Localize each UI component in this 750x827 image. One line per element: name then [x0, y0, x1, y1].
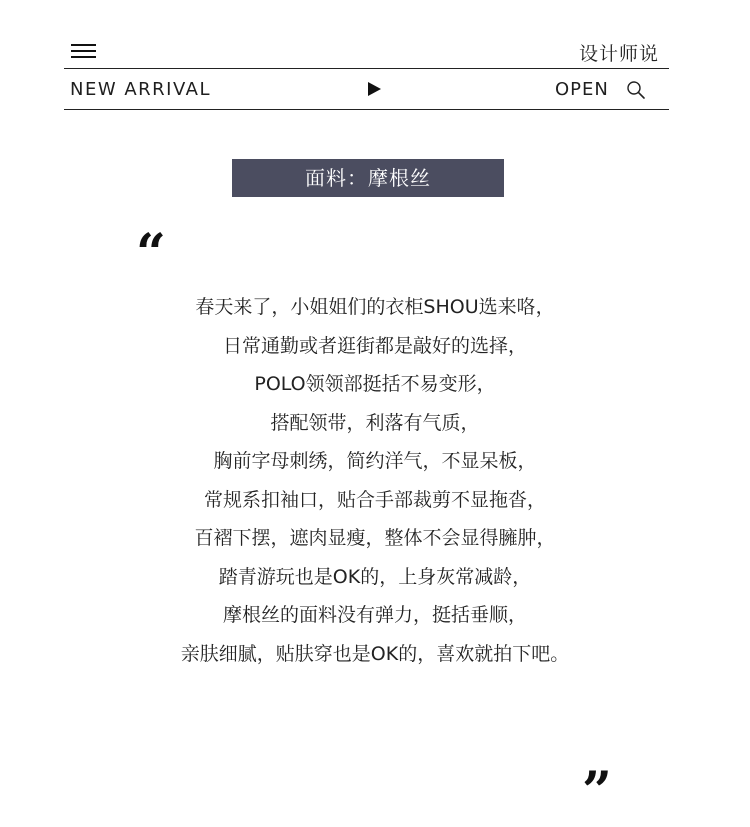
description-line: POLO领领部挺括不易变形，	[254, 373, 496, 395]
hamburger-menu-icon[interactable]	[71, 44, 96, 60]
description-line: 亲肤细腻，贴肤穿也是OK的，喜欢就拍下吧。	[180, 642, 570, 665]
search-icon[interactable]	[626, 80, 646, 100]
open-link[interactable]: OPEN	[555, 79, 609, 100]
description-line: 踏青游玩也是OK的，上身灰常减龄，	[218, 565, 532, 588]
nav-bar	[64, 68, 669, 110]
top-bar	[64, 36, 669, 69]
designer-says-link[interactable]: 设计师说	[578, 43, 659, 65]
description-line: 春天来了，小姐姐们的衣柜SHOU选来咯，	[195, 296, 555, 318]
description-line: 摩根丝的面料没有弹力，挺括垂顺，	[222, 604, 527, 626]
new-arrival-link[interactable]: NEW ARRIVAL	[70, 79, 211, 100]
play-icon[interactable]	[368, 82, 381, 96]
description-line: 搭配领带，利落有气质，	[270, 411, 480, 434]
open-quote-icon: “	[136, 223, 166, 284]
fabric-title-banner: 面料：摩根丝	[232, 159, 504, 197]
product-description	[100, 288, 650, 673]
description-line: 胸前字母刺绣，简约洋气，不显呆板，	[213, 450, 537, 472]
description-line: 日常通勤或者逛街都是敲好的选择，	[222, 334, 527, 357]
description-line: 常规系扣袖口，贴合手部裁剪不显拖沓，	[203, 488, 546, 511]
description-line: 百褶下摆，遮肉显瘦，整体不会显得臃肿，	[194, 527, 556, 549]
close-quote-icon: ”	[582, 761, 612, 822]
